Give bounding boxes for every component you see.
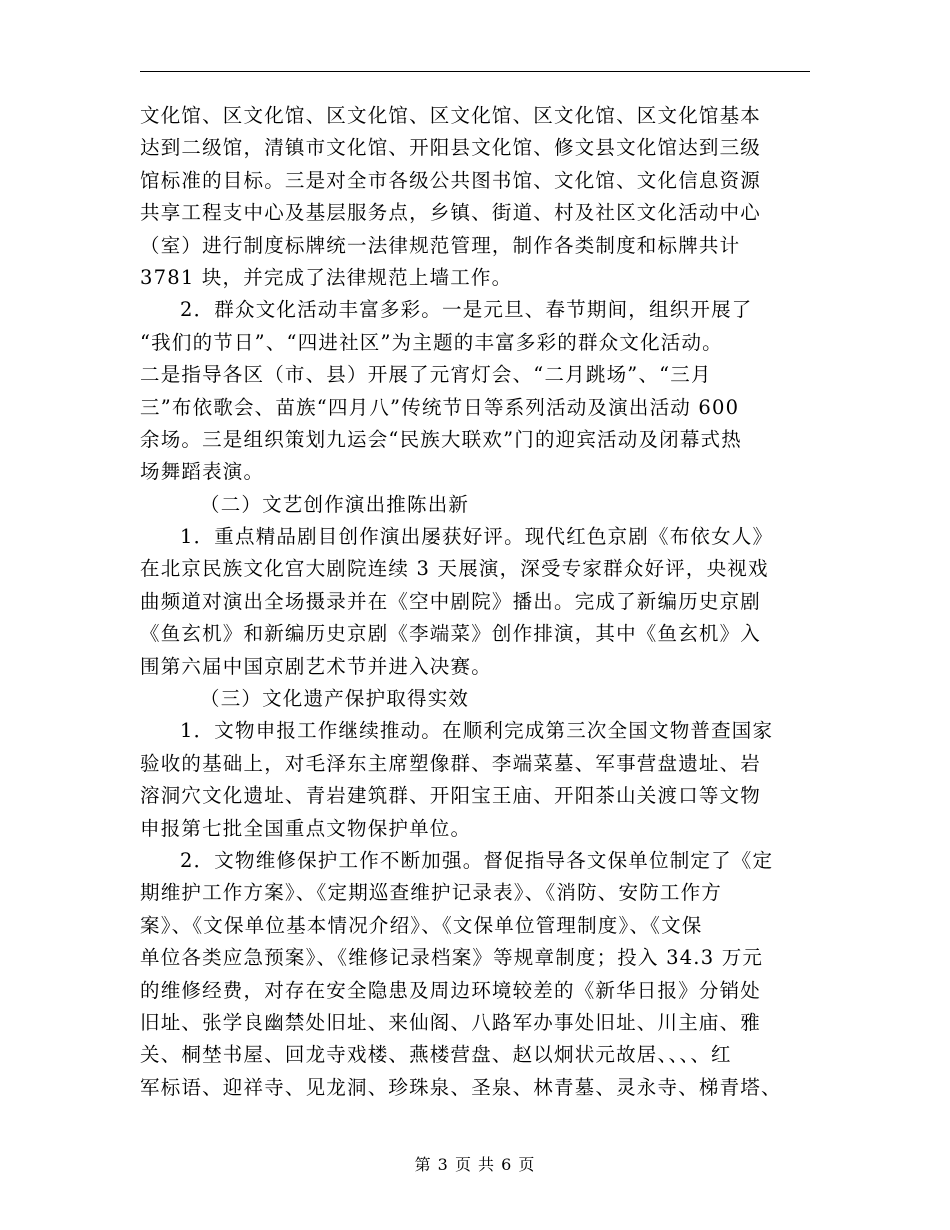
text-line: “我们的节日”、“四进社区”为主题的丰富多彩的群众文化活动。 (140, 330, 723, 354)
text-line: 共享工程支中心及基层服务点，乡镇、街道、村及社区文化活动中心 (140, 201, 762, 225)
text-line: 二是指导各区（市、县）开展了元宵灯会、“二月跳场”、“三月 (140, 363, 712, 387)
text-line: 案》、《文保单位基本情况介绍》、《文保单位管理制度》、《文保 (140, 913, 703, 937)
text-line: 余场。三是组织策划九运会“民族大联欢”门的迎宾活动及闭幕式热 (140, 427, 742, 451)
text-line: 达到二级馆，清镇市文化馆、开阳县文化馆、修文县文化馆达到三级 (140, 136, 762, 160)
paragraph-start-line: 1．重点精品剧目创作演出屡获好评。现代红色京剧《布依女人》 (180, 525, 774, 549)
text-line: 馆标准的目标。三是对全市各级公共图书馆、文化馆、文化信息资源 (140, 168, 762, 192)
text-line: 围第六届中国京剧艺术节并进入决赛。 (140, 654, 492, 678)
text-line: 3781 块，并完成了法律规范上墙工作。 (140, 265, 513, 289)
text-line: 《鱼玄机》和新编历史京剧《李端菜》创作排演，其中《鱼玄机》入 (140, 622, 762, 646)
body-text (140, 100, 810, 1104)
text-line: （室）进行制度标牌统一法律规范管理，制作各类制度和标牌共计 (140, 233, 741, 257)
text-line: 旧址、张学良幽禁处旧址、来仙阁、八路军办事处旧址、川主庙、雅 (140, 1010, 762, 1034)
header-rule (140, 71, 810, 72)
text-line: 申报第七批全国重点文物保护单位。 (140, 816, 472, 840)
text-line: 在北京民族文化宫大剧院连续 3 天展演，深受专家群众好评，央视戏 (140, 557, 769, 581)
text-line: 文化馆、区文化馆、区文化馆、区文化馆、区文化馆、区文化馆基本 (140, 104, 762, 127)
text-line: 三”布依歌会、苗族“四月八”传统节日等系列活动及演出活动 600 (140, 395, 740, 419)
text-line: 溶洞穴文化遗址、青岩建筑群、开阳宝王庙、开阳茶山关渡口等文物 (140, 784, 762, 808)
text-line: 验收的基础上，对毛泽东主席塑像群、李端菜墓、军事营盘遗址、岩 (140, 751, 762, 775)
text-line: 军标语、迎祥寺、见龙洞、珍珠泉、圣泉、林青墓、灵永寺、梯青塔、 (140, 1075, 782, 1099)
text-line: 单位各类应急预案》、《维修记录档案》等规章制度；投入 34.3 万元 (140, 946, 764, 970)
page-number-footer: 第 3 页 共 6 页 (414, 1155, 536, 1174)
text-line: 曲频道对演出全场摄录并在《空中剧院》播出。完成了新编历史京剧 (140, 589, 762, 613)
text-line: 关、桐埜书屋、回龙寺戏楼、燕楼营盘、赵以炯状元故居、、、、红 (140, 1043, 732, 1067)
text-line: 期维护工作方案》、《定期巡查维护记录表》、《消防、安防工作方 (140, 881, 723, 905)
section-heading: （三）文化遗产保护取得实效 (200, 687, 470, 711)
paragraph-start-line: 1．文物申报工作继续推动。在顺利完成第三次全国文物普查国家 (180, 719, 774, 743)
text-line: 的维修经费，对存在安全隐患及周边环境较差的《新华日报》分销处 (140, 978, 762, 1002)
section-heading: （二）文艺创作演出推陈出新 (200, 492, 470, 516)
text-line: 场舞蹈表演。 (140, 460, 265, 484)
paragraph-start-line: 2．文物维修保护工作不断加强。督促指导各文保单位制定了《定 (180, 848, 774, 872)
paragraph-start-line: 2．群众文化活动丰富多彩。一是元旦、春节期间，组织开展了 (180, 298, 753, 322)
